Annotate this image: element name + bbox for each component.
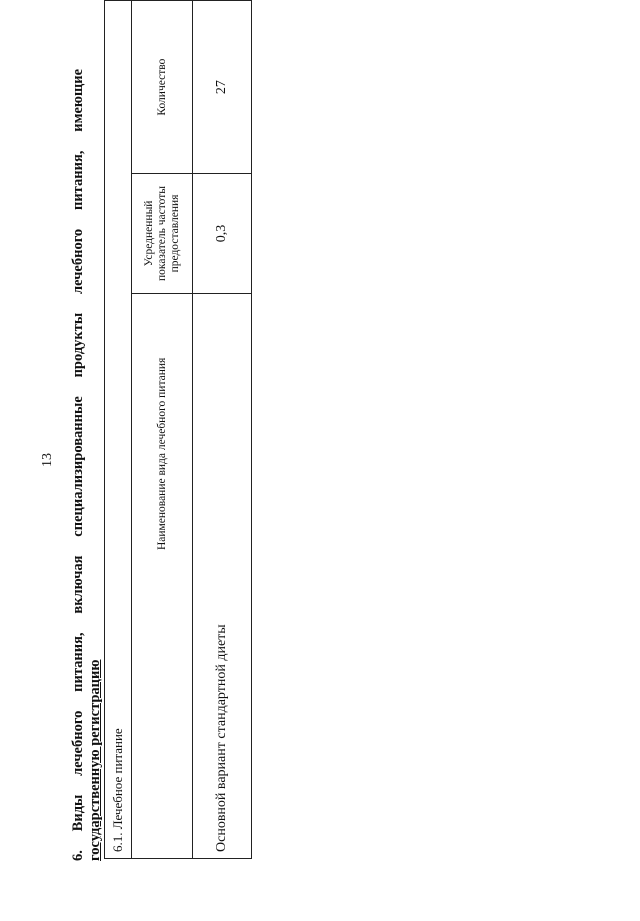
cell-quantity: 27 (193, 1, 252, 174)
nutrition-table (104, 0, 252, 859)
table-subsection-row (105, 1, 132, 859)
column-header-name: Наименование вида лечебного питания (132, 293, 193, 858)
table-row (193, 1, 252, 859)
section-heading-line1: 6. Виды лечебного питания, включая специализированные продукты лечебного питания, имеющие (70, 69, 86, 861)
table-header-row (132, 1, 193, 859)
column-header-frequency: Усредненный показатель частоты предоставления (132, 174, 193, 293)
section-heading (70, 69, 104, 861)
column-header-quantity: Количество (132, 1, 193, 174)
subsection-title: 6.1. Лечебное питание (105, 1, 132, 859)
cell-diet-name: Основной вариант стандартной диеты (193, 293, 252, 858)
page-number: 13 (40, 453, 55, 467)
cell-frequency: 0,3 (193, 174, 252, 293)
section-heading-line2: государственную регистрацию (87, 659, 103, 861)
